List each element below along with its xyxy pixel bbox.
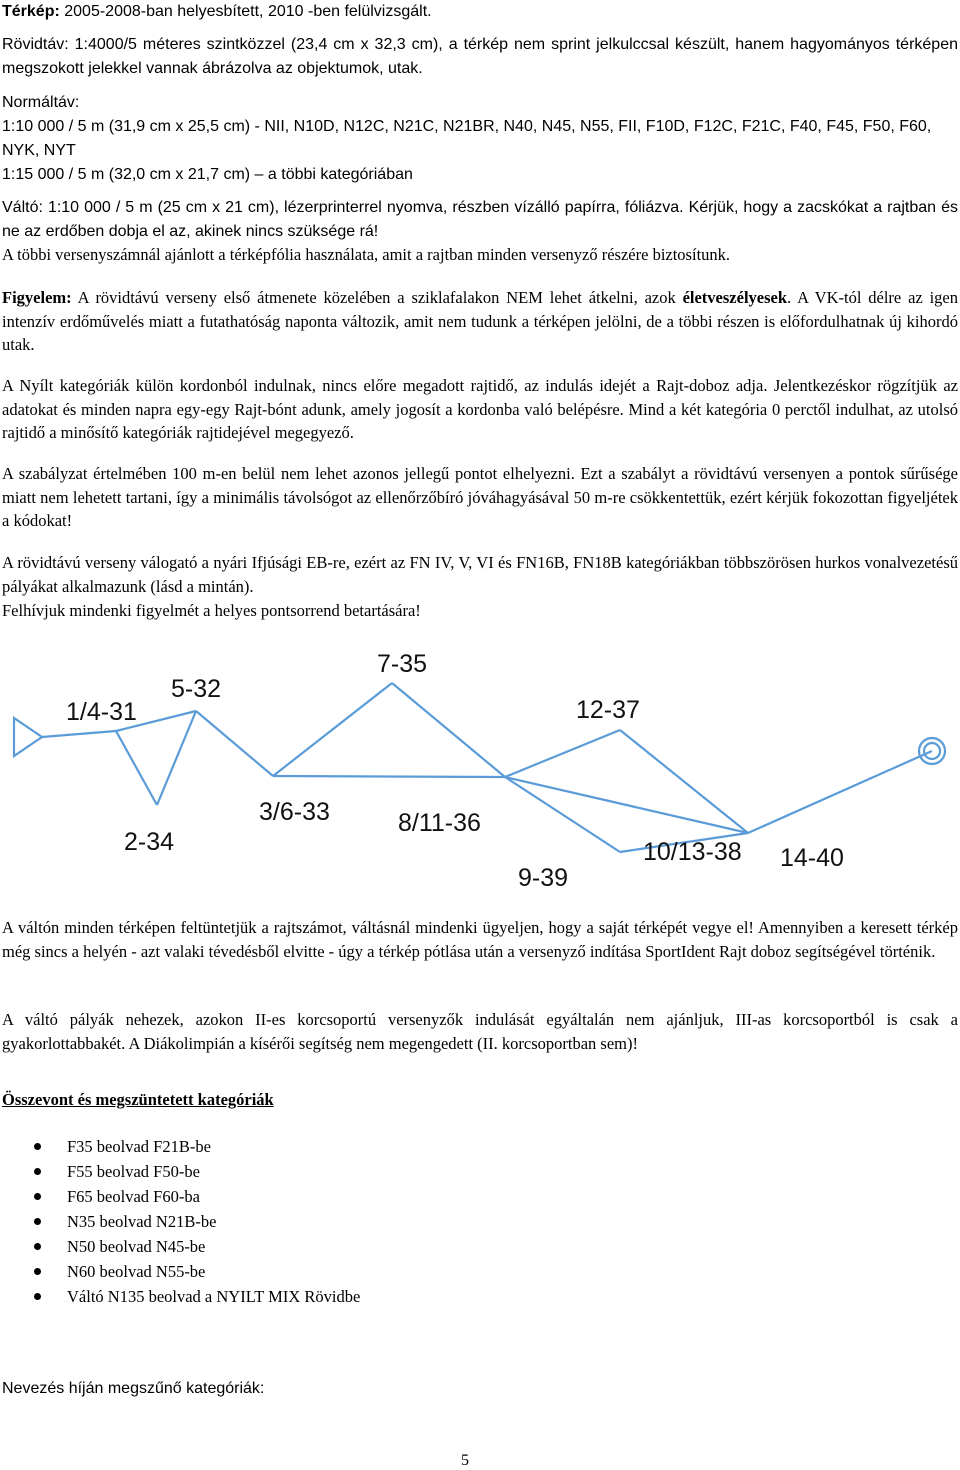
- list-item: N35 beolvad N21B-be: [0, 1209, 360, 1234]
- relay-paragraph-1: A váltón minden térképen feltüntetjük a rajtszámot, váltásnál mindenki ügyeljen, hogy a saját térképét vegye el! Amennyiben a keresett térkép még sincs a helyén - azt valaki tévedésből elvitte - úgy a térkép pótlása után a versenyző indítása SportIdent Rajt doboz segítségével történik.: [2, 918, 958, 961]
- control-label: 14-40: [780, 844, 844, 872]
- relay-map-paragraph: Váltó: 1:10 000 / 5 m (25 cm x 21 cm), lézerprinterrel nyomva, részben vízálló papírra, fóliázva. Kérjük, hogy a zacskókat a rajtban és ne az erdőben dobja el az, akinek nincs szüksége rá!: [2, 199, 958, 240]
- control-label: 2-34: [124, 828, 175, 856]
- control-label: 7-35: [377, 650, 428, 678]
- normal-distance-block: [2, 91, 958, 187]
- normal-line-2: 1:15 000 / 5 m (32,0 cm x 21,7 cm) – a többi kategóriában: [2, 166, 413, 183]
- open-categories-paragraph: A Nyílt kategóriák külön kordonból indulnak, nincs előre megadott rajtidő, az indulás idejét a Rajt-doboz adja. Jelentkezéskor rögzítjük az adatokat és minden napra egy-egy Rajt-bónt adunk, amely jogosít a kordonba való belépésre. Mind a két kategória 0 perctől indulhat, az utolsó rajtidő a minősítő kategóriák rajtidejével megegyező.: [2, 376, 958, 442]
- merged-list: [0, 1134, 360, 1309]
- list-item: N50 beolvad N45-be: [0, 1234, 360, 1259]
- warning-text-2: . A VK-tól délre az igen intenzív erdőművelés miatt a futathatóság naponta változik, amit nem tudunk a térképen jelölni, de a többi részen is előfordulhatnak új kihordó utak.: [2, 288, 958, 354]
- course-leg: [273, 776, 505, 777]
- normal-heading: Normáltáv:: [2, 94, 80, 111]
- control-label: 3/6-33: [259, 798, 330, 826]
- warning-bold: életveszélyesek: [682, 288, 788, 307]
- rule-paragraph: A szabályzat értelmében 100 m-en belül nem lehet azonos jellegű pontot elhelyezni. Ezt a szabályt a rövidtávú versenyen a pontok sűrűsége miatt nem lehetett tartani, így a minimális távolsógot az ellenőrzőbíró jóváhagyásával 50 m-re csökkentettük, ezért kérjük fokozottan figyeljétek a kódokat!: [2, 464, 958, 530]
- control-label: 8/11-36: [398, 809, 481, 837]
- map-label: Térkép:: [2, 3, 60, 20]
- warning-text-1: A rövidtávú verseny első átmenete közelében a sziklafalakon NEM lehet átkelni, azok: [71, 288, 683, 307]
- list-item: F65 beolvad F60-ba: [0, 1184, 360, 1209]
- selection-paragraph: A rövidtávú verseny válogató a nyári Ifjúsági EB-re, ezért az FN IV, V, VI és FN16B, FN18B kategóriákban többszörösen hurkos vonalvezetésű pályákat alkalmazunk (lásd a mintán).: [2, 553, 958, 596]
- warning-label: Figyelem:: [2, 288, 72, 307]
- control-label: 12-37: [576, 696, 640, 724]
- relay-paragraph-2: A váltó pályák nehezek, azokon II-es korcsoportú versenyzők indulását egyáltalán nem ajánljuk, III-as korcsoportból is csak a gyakorlottabbakét. A Diákolimpián a kísérői segítség nem megengedett (II. korcsoportban sem)!: [2, 1010, 958, 1053]
- control-label: 10/13-38: [643, 838, 742, 866]
- course-diagram: [0, 640, 960, 900]
- foil-paragraph: A többi versenyszámnál ajánlott a térképfólia használata, amit a rajtban minden versenyző részére biztosítunk.: [2, 245, 731, 264]
- start-triangle: [14, 718, 42, 756]
- course-leg: [748, 751, 932, 833]
- list-item: F55 beolvad F50-be: [0, 1159, 360, 1184]
- course-leg: [505, 730, 620, 777]
- course-leg: [392, 683, 505, 777]
- cancelled-categories: Nevezés híján megszűnő kategóriák:: [2, 1380, 265, 1397]
- map-info: [2, 0, 958, 24]
- course-leg: [505, 777, 620, 852]
- control-label: 1/4-31: [66, 698, 137, 726]
- course-labels: [66, 650, 844, 892]
- page-number: 5: [461, 1452, 469, 1469]
- merged-heading: Összevont és megszüntetett kategóriák: [2, 1090, 274, 1109]
- course-leg: [42, 731, 116, 737]
- control-label: 5-32: [171, 675, 222, 703]
- warning-paragraph: [2, 286, 958, 357]
- course-leg: [116, 731, 157, 805]
- control-label: 9-39: [518, 864, 569, 892]
- list-item: N60 beolvad N55-be: [0, 1259, 360, 1284]
- sprint-paragraph: Rövidtáv: 1:4000/5 méteres szintközzel (23,4 cm x 32,3 cm), a térkép nem sprint jelkulccsal készült, hanem hagyományos térképen megszokott jelekkel vannak ábrázolva az objektumok, utak.: [2, 36, 958, 77]
- map-text: 2005-2008-ban helyesbített, 2010 -ben felülvizsgált.: [59, 3, 432, 20]
- list-item: F35 beolvad F21B-be: [0, 1134, 360, 1159]
- normal-line-1: 1:10 000 / 5 m (31,9 cm x 25,5 cm) - NII, N10D, N12C, N21C, N21BR, N40, N45, N55, FII, F10D, F12C, F21C, F40, F45, F50, F60, NYK, NYT: [2, 118, 932, 159]
- list-item: Váltó N135 beolvad a NYILT MIX Rövidbe: [0, 1284, 360, 1309]
- course-leg: [273, 683, 392, 776]
- course-leg: [157, 711, 196, 805]
- course-leg: [196, 711, 273, 776]
- attention-paragraph: Felhívjuk mindenki figyelmét a helyes pontsorrend betartására!: [2, 601, 421, 620]
